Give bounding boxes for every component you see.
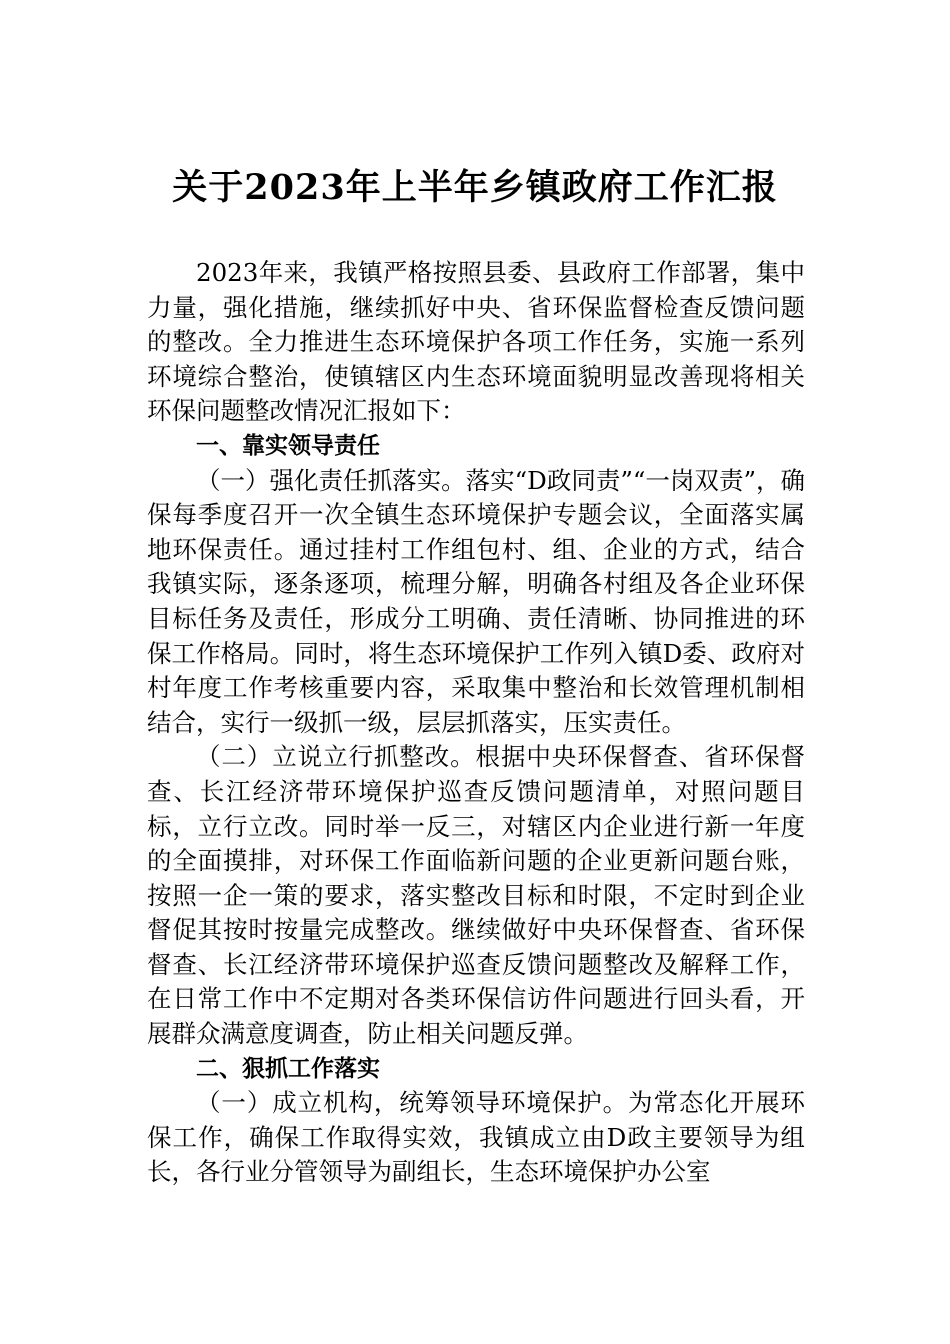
section-1-paragraph-2-lead: （二）立说立行抓整改。	[196, 742, 476, 772]
section-2-paragraph-1-text: 为常态化开展环保工作，确保工作取得实效，我镇成立由D政主要领导为组长，各行业分管领导为副组长，生态环境保护办公室	[147, 1088, 806, 1187]
section-1-paragraph-1-lead: （一）强化责任抓落实。	[196, 465, 466, 495]
section-1-heading: 一、靠实领导责任	[196, 432, 380, 459]
section-2-heading: 二、狠抓工作落实	[196, 1055, 380, 1082]
section-1-paragraph-2-text: 根据中央环保督查、省环保督查、长江经济带环境保护巡查反馈问题清单，对照问题目标，立行立改。同时举一反三，对辖区内企业进行新一年度的全面摸排，对环保工作面临新问题的企业更新问题台账，按照一企一策的要求，落实整改目标和时限，不定时到企业督促其按时按量完成整改。继续做好中央环保督查、省环保督查、长江经济带环境保护巡查反馈问题整改及解释工作，在日常工作中不定期对各类环保信访件问题进行回头看，开展群众满意度调查，防止相关问题反弹。	[147, 742, 806, 1049]
section-1-paragraph-2	[147, 740, 805, 1051]
section-1-paragraph-1	[147, 464, 805, 741]
document-title: 关于2023年上半年乡镇政府工作汇报	[172, 167, 778, 208]
section-1-paragraph-1-text: 落实“D政同责”“一岗双责”，确保每季度召开一次全镇生态环境保护专题会议，全面落实属地环保责任。通过挂村工作组包村、组、企业的方式，结合我镇实际，逐条逐项，梳理分解，明确各村组及各企业环保目标任务及责任，形成分工明确、责任清晰、协同推进的环保工作格局。同时，将生态环境保护工作列入镇D委、政府对村年度工作考核重要内容，采取集中整治和长效管理机制相结合，实行一级抓一级，层层抓落实，压实责任。	[147, 465, 806, 737]
section-2-paragraph-1	[147, 1086, 805, 1190]
document-body	[147, 256, 805, 1190]
section-2-paragraph-1-lead: （一）成立机构，统筹领导环境保护。	[196, 1088, 629, 1118]
intro-paragraph: 2023年来，我镇严格按照县委、县政府工作部署，集中力量，强化措施，继续抓好中央、省环保监督检查反馈问题的整改。全力推进生态环境保护各项工作任务，实施一系列环境综合整治，使镇辖区内生态环境面貌明显改善现将相关环保问题整改情况汇报如下：	[147, 258, 805, 426]
